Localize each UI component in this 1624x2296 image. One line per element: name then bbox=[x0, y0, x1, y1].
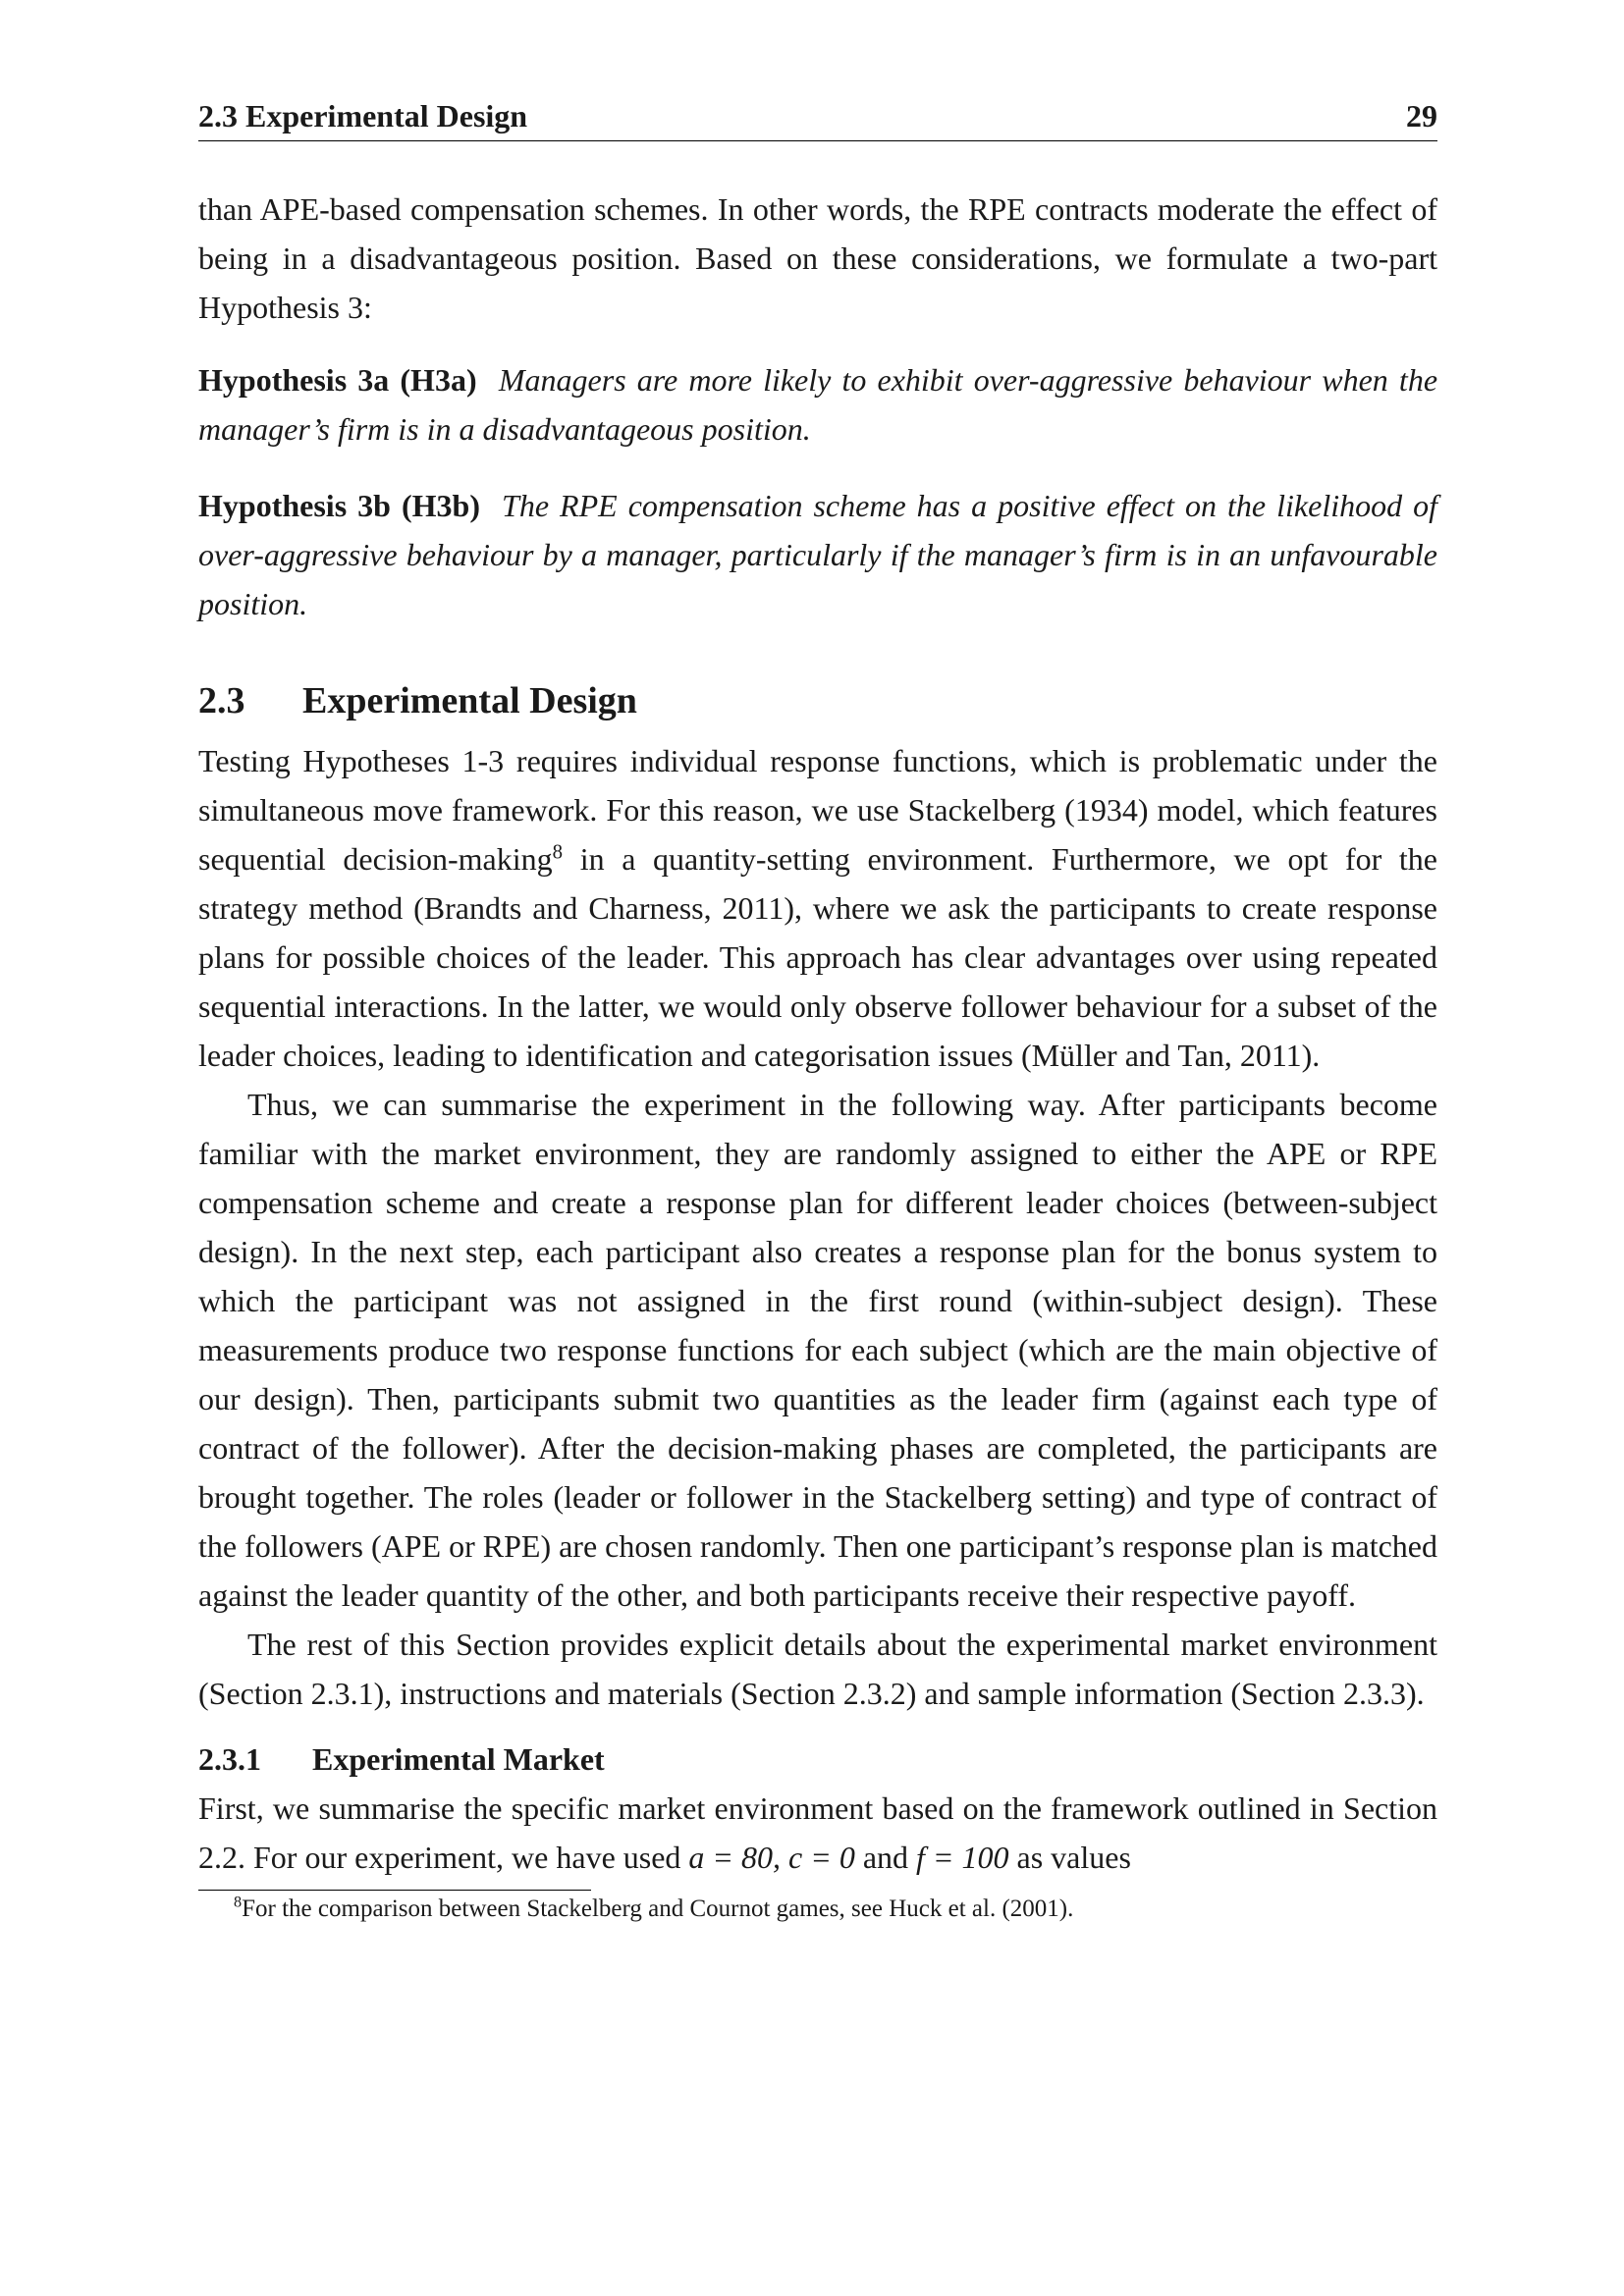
header-section-title: 2.3 Experimental Design bbox=[198, 98, 528, 133]
math-expression: a = 80, c = 0 bbox=[688, 1840, 855, 1875]
subsection-heading bbox=[198, 1741, 1437, 1778]
section-title: Experimental Design bbox=[302, 680, 637, 721]
paragraph-text: Testing Hypotheses 1-3 requires individual response functions, which is problematic under the simultaneous move framework. For this reason, we use Stackelberg (1934) model, which features sequential decision-making bbox=[198, 743, 1437, 877]
hypothesis-text: The RPE compensation scheme has a positive effect on the likelihood of over-aggressive behaviour by a manager, particularly if the manager’s firm is in an unfavourable position. bbox=[198, 488, 1438, 621]
hypothesis-3b bbox=[198, 481, 1437, 628]
subsection-title: Experimental Market bbox=[312, 1741, 605, 1777]
math-expression: f = 100 bbox=[916, 1840, 1009, 1875]
section-paragraph-3: The rest of this Section provides explicit details about the experimental market environment (Section 2.3.1), instructions and materials (Section 2.3.2) and sample information (Section 2.3.3). bbox=[198, 1627, 1437, 1711]
footnote bbox=[198, 1893, 1437, 1926]
section-paragraph-1 bbox=[198, 736, 1437, 1080]
paragraph-text: First, we summarise the specific market environment based on the framework outlined in Section 2.2. For our experiment, we have used bbox=[198, 1790, 1437, 1875]
hypothesis-text: Managers are more likely to exhibit over-aggressive behaviour when the manager’s firm is in a disadvantageous position. bbox=[198, 362, 1438, 447]
section-heading bbox=[198, 679, 1437, 722]
footnote-text: For the comparison between Stackelberg and Cournot games, see Huck et al. (2001). bbox=[242, 1896, 1074, 1922]
section-paragraph-2: Thus, we can summarise the experiment in the following way. After participants become familiar with the market environment, they are randomly assigned to either the APE or RPE compensation scheme and create a response plan for different leader choices (between-subject design). In the next step, each participant also creates a response plan for the bonus system to which the participant was not assigned in the first round (within-subject design). These measurements produce two response functions for each subject (which are the main objective of our design). Then, participants submit two quantities as the leader firm (against each type of contract of the follower). After the decision-making phases are completed, the participants are brought together. The roles (leader or follower in the Stackelberg setting) and type of contract of the followers (APE or RPE) are chosen randomly. Then one participant’s response plan is matched against the leader quantity of the other, and both participants receive their respective payoff. bbox=[198, 1087, 1437, 1613]
page-number: 29 bbox=[1406, 98, 1437, 133]
paragraph-text: as values bbox=[1008, 1840, 1131, 1875]
footnote-rule bbox=[198, 1890, 591, 1891]
hypothesis-label: Hypothesis 3a (H3a) bbox=[198, 362, 477, 398]
paragraph-text: and bbox=[854, 1840, 917, 1875]
footnote-mark: 8 bbox=[234, 1893, 243, 1911]
paragraph-text: in a quantity-setting environment. Furthermore, we opt for the strategy method (Brandts and Charness, 2011), where we ask the participants to create response plans for possible choices of the leader. This approach has clear advantages over using repeated sequential interactions. In the latter, we would only observe follower behaviour for a subset of the leader choices, leading to identification and categorisation issues (Müller and Tan, 2011). bbox=[198, 841, 1438, 1073]
intro-paragraph: than APE-based compensation schemes. In other words, the RPE contracts moderate the effect of being in a disadvantageous position. Based on these considerations, we formulate a two-part Hypothesis 3: bbox=[198, 191, 1437, 325]
hypothesis-label: Hypothesis 3b (H3b) bbox=[198, 488, 480, 523]
section-number: 2.3 bbox=[198, 680, 245, 721]
subsection-number: 2.3.1 bbox=[198, 1741, 261, 1777]
hypothesis-3a bbox=[198, 355, 1437, 454]
footnote-mark: 8 bbox=[552, 840, 564, 864]
subsection-paragraph bbox=[198, 1784, 1437, 1882]
running-header bbox=[198, 98, 1437, 141]
page bbox=[198, 98, 1437, 1926]
